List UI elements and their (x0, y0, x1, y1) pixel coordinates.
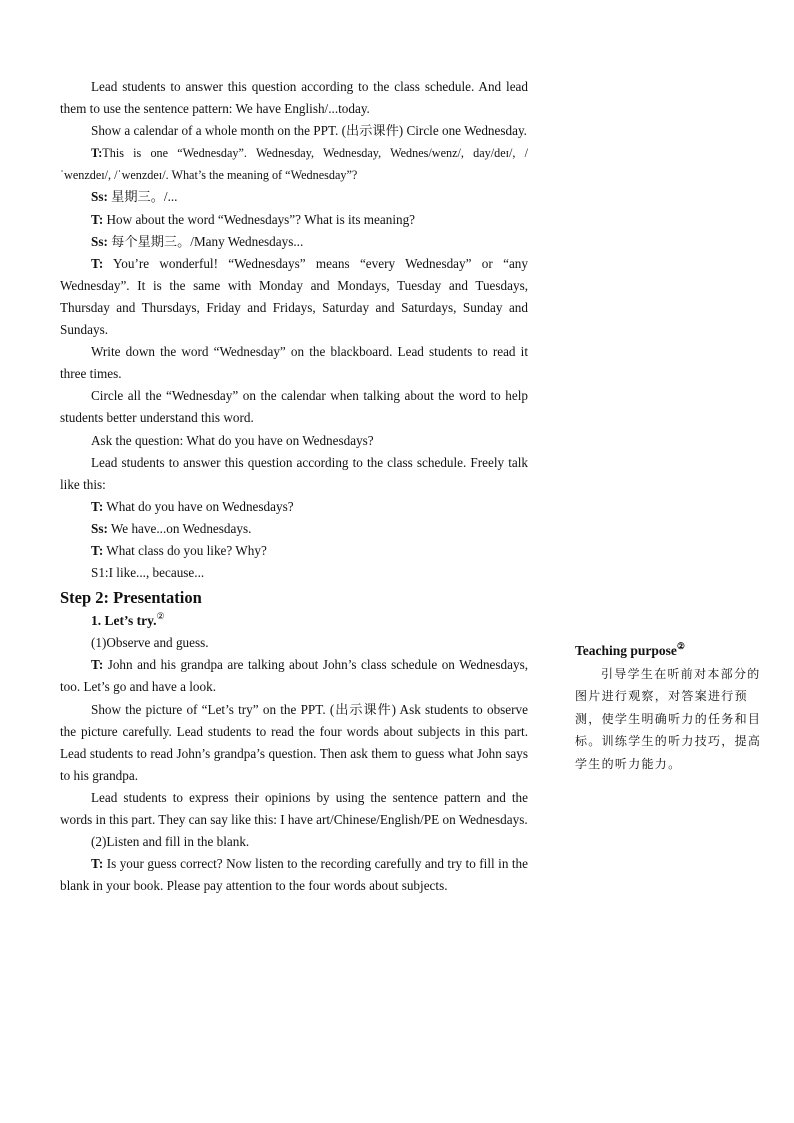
paragraph: Lead students to answer this question according to the class schedule. And lead them to use the sentence pattern: We have English/...today. (60, 79, 528, 117)
dialogue-line (60, 540, 528, 562)
paragraph: Write down the word “Wednesday” on the blackboard. Lead students to read it three times. (60, 344, 528, 382)
speaker-label: T: (91, 255, 104, 271)
lesson-plan-main-column (60, 76, 528, 897)
dialogue-text: What do you have on Wednesdays? (103, 498, 294, 514)
footnote-marker: ② (156, 611, 165, 622)
sidebar-title: Teaching purpose (575, 643, 677, 658)
speaker-label: T: (91, 856, 104, 872)
paragraph: (2)Listen and fill in the blank. (91, 834, 250, 850)
dialogue-text: John and his grandpa are talking about John’s class schedule on Wednesdays, too. Let’s go and have a look. (60, 657, 528, 695)
speaker-label: T: (91, 146, 103, 161)
paragraph: S1:I like..., because... (91, 565, 205, 581)
section-heading: Step 2: Presentation (60, 588, 202, 608)
subsection-heading (60, 610, 528, 632)
speaker-label: T: (91, 498, 104, 514)
dialogue-text: 星期三。/... (107, 189, 178, 205)
paragraph: Show the picture of “Let’s try” on the PPT. (出示课件) Ask students to observe the picture carefully. Lead students to read the four words about subjects in this part. Lead students to read John’s grandpa’s question. Then ask them to guess what John says to his grandpa. (60, 701, 528, 783)
speaker-label: T: (91, 211, 104, 227)
dialogue-text: How about the word “Wednesdays”? What is its meaning? (103, 211, 416, 227)
paragraph: Lead students to express their opinions by using the sentence pattern and the words in this part. They can say like this: I have art/Chinese/English/PE on Wednesdays. (60, 789, 528, 827)
footnote-marker: ② (676, 641, 685, 651)
speaker-label: T: (91, 657, 104, 673)
sidebar-heading (575, 640, 771, 663)
paragraph: Ask the question: What do you have on Wednesdays? (91, 432, 374, 448)
speaker-label: Ss: (91, 189, 108, 205)
dialogue-line (60, 253, 528, 341)
dialogue-line (60, 209, 528, 231)
dialogue-line (60, 231, 528, 253)
dialogue-text: This is one “Wednesday”. Wednesday, Wednesday, Wednes/wenz/, day/deɪ/, /ˈwenzdeɪ/, /ˈwenzdeɪ/. What’s the meaning of “Wednesday”? (60, 146, 528, 183)
speaker-label: Ss: (91, 520, 108, 536)
dialogue-text: 每个星期三。/Many Wednesdays... (107, 233, 304, 249)
dialogue-text: What class do you like? Why? (103, 542, 267, 558)
paragraph: Show a calendar of a whole month on the PPT. (出示课件) Circle one Wednesday. (91, 123, 527, 139)
speaker-label: Ss: (91, 233, 108, 249)
sidebar-note: 引导学生在听前对本部分的图片进行观察，对答案进行预测，使学生明确听力的任务和目标。训练学生的听力技巧，提高学生的听力能力。 (575, 666, 762, 771)
dialogue-line (60, 853, 528, 897)
teaching-purpose-sidebar (575, 640, 771, 775)
paragraph: Circle all the “Wednesday” on the calendar when talking about the word to help students better understand this word. (60, 388, 528, 426)
dialogue-text: You’re wonderful! “Wednesdays” means “every Wednesday” or “any Wednesday”. It is the same with Monday and Mondays, Tuesday and Tuesdays, Thursday and Thursdays, Friday and Fridays, Saturday and Saturdays, Sunday and Sundays. (60, 255, 528, 338)
dialogue-line (60, 496, 528, 518)
paragraph: Lead students to answer this question according to the class schedule. Freely talk like this: (60, 454, 528, 492)
dialogue-text: Is your guess correct? Now listen to the recording carefully and try to fill in the blank in your book. Please pay attention to the four words about subjects. (60, 856, 528, 894)
dialogue-line (60, 186, 528, 208)
speaker-label: T: (91, 542, 104, 558)
subsection-title: 1. Let’s try. (91, 613, 157, 629)
dialogue-line (60, 142, 528, 186)
dialogue-line (60, 518, 528, 540)
paragraph: (1)Observe and guess. (91, 635, 209, 651)
dialogue-line (60, 654, 528, 698)
dialogue-text: We have...on Wednesdays. (107, 520, 252, 536)
